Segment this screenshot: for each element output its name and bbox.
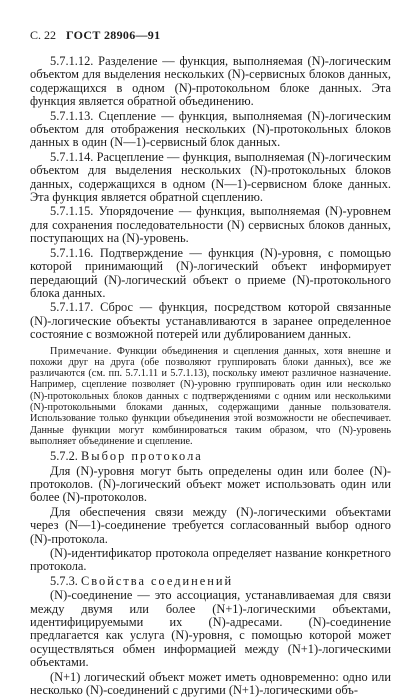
note-lead: Примечание. [50,345,112,357]
standard-code: ГОСТ 28906—91 [66,28,161,42]
paragraph-5-7-1-12: 5.7.1.12. Разделение — функция, выполняемая (N)-логическим объектом для выделения нескольких (N)-сервисных блоков данных, содержащихся в одном (N)-протокольном блоке данных. Эта функция является обратной объединению. [30,54,391,109]
protocol-paragraph-1: Для (N)-уровня могут быть определены один или более (N)-протоколов. (N)-логический объект может использовать один или более (N)-протоколов. [30,463,391,505]
paragraph-5-7-1-13: 5.7.1.13. Сцепление — функция, выполняемая (N)-логическим объектом для отображения нескольких (N)-протокольных блоков данных в один (N—1)-сервисный блок данных. [30,108,391,150]
paragraph-5-7-1-16: 5.7.1.16. Подтверждение — функция (N)-уровня, с помощью которой принимающий (N)-логический объект информирует передающий (N)-логический объект о приеме (N)-протокольного блока данных. [30,245,391,300]
note [30,346,391,448]
section-title: Свойства соединений [80,573,234,588]
connections-paragraph-2: (N+1) логический объект может иметь одновременно: одно или несколько (N)-соединений с другими (N+1)-логическими объ- [30,669,391,698]
section-heading-protocol [30,450,391,463]
section-number: 5.7.3. [50,573,81,588]
page-header [30,28,391,43]
paragraph-5-7-1-14: 5.7.1.14. Расцепление — функция, выполняемая (N)-логическим объектом для выделения нескольких (N)-протокольных блоков данных, содержащихся в одном (N—1)-сервисном блоке данных. Эта функция является обратной сцеплению. [30,149,391,205]
page-number: С. 22 [30,28,57,42]
section-number: 5.7.2. [50,449,81,464]
section-heading-connections [30,575,391,588]
section-title: Выбор протокола [80,449,203,464]
protocol-paragraph-3: (N)-идентификатор протокола определяет название конкретного протокола. [30,546,391,574]
protocol-paragraph-2: Для обеспечения связи между (N)-логическими объектами через (N—1)-соединение требуется согласованный выбор одного (N)-протокола. [30,504,391,546]
paragraph-5-7-1-17: 5.7.1.17. Сброс — функция, посредством которой связанные (N)-логические объекты устанавливаются в заранее определенное состояние с возможной потерей или дублированием данных. [30,300,391,342]
note-text: Функции объединения и сцепления данных, хотя внешне и похожи друг на друга (обе позволяют группировать блоки данных), все же различаются (см. пп. 5.7.1.11 и 5.7.1.13), поскольку имеют различное назначение. Например, сцепление позволяет (N)-уровню группировать один или несколько (N)-протокольных блоков данных с подтверждениями с одним или несколькими (N)-протокольными блоками данных, содержащими данные пользователя. Использование только функции объединения этой возможности не обеспечивает. Данные функции могут комбинироваться таким образом, что (N)-уровень выполняет объединение и сцепление. [30,345,391,447]
paragraph-5-7-1-15: 5.7.1.15. Упорядочение — функция, выполняемая (N)-уровнем для сохранения последовательности (N) сервисных блоков данных, поступающих на (N)-уровень. [30,204,391,246]
connections-paragraph-1: (N)-соединение — это ассоциация, устанавливаемая для связи между двумя или более (N+1)-логическими объектами, идентифицируемыми их (N)-адресами. (N)-соединение предлагается как услуга (N)-уровня, с помощью которой может осуществляться обмен информацией между (N+1)-логическими объектами. [30,588,391,670]
